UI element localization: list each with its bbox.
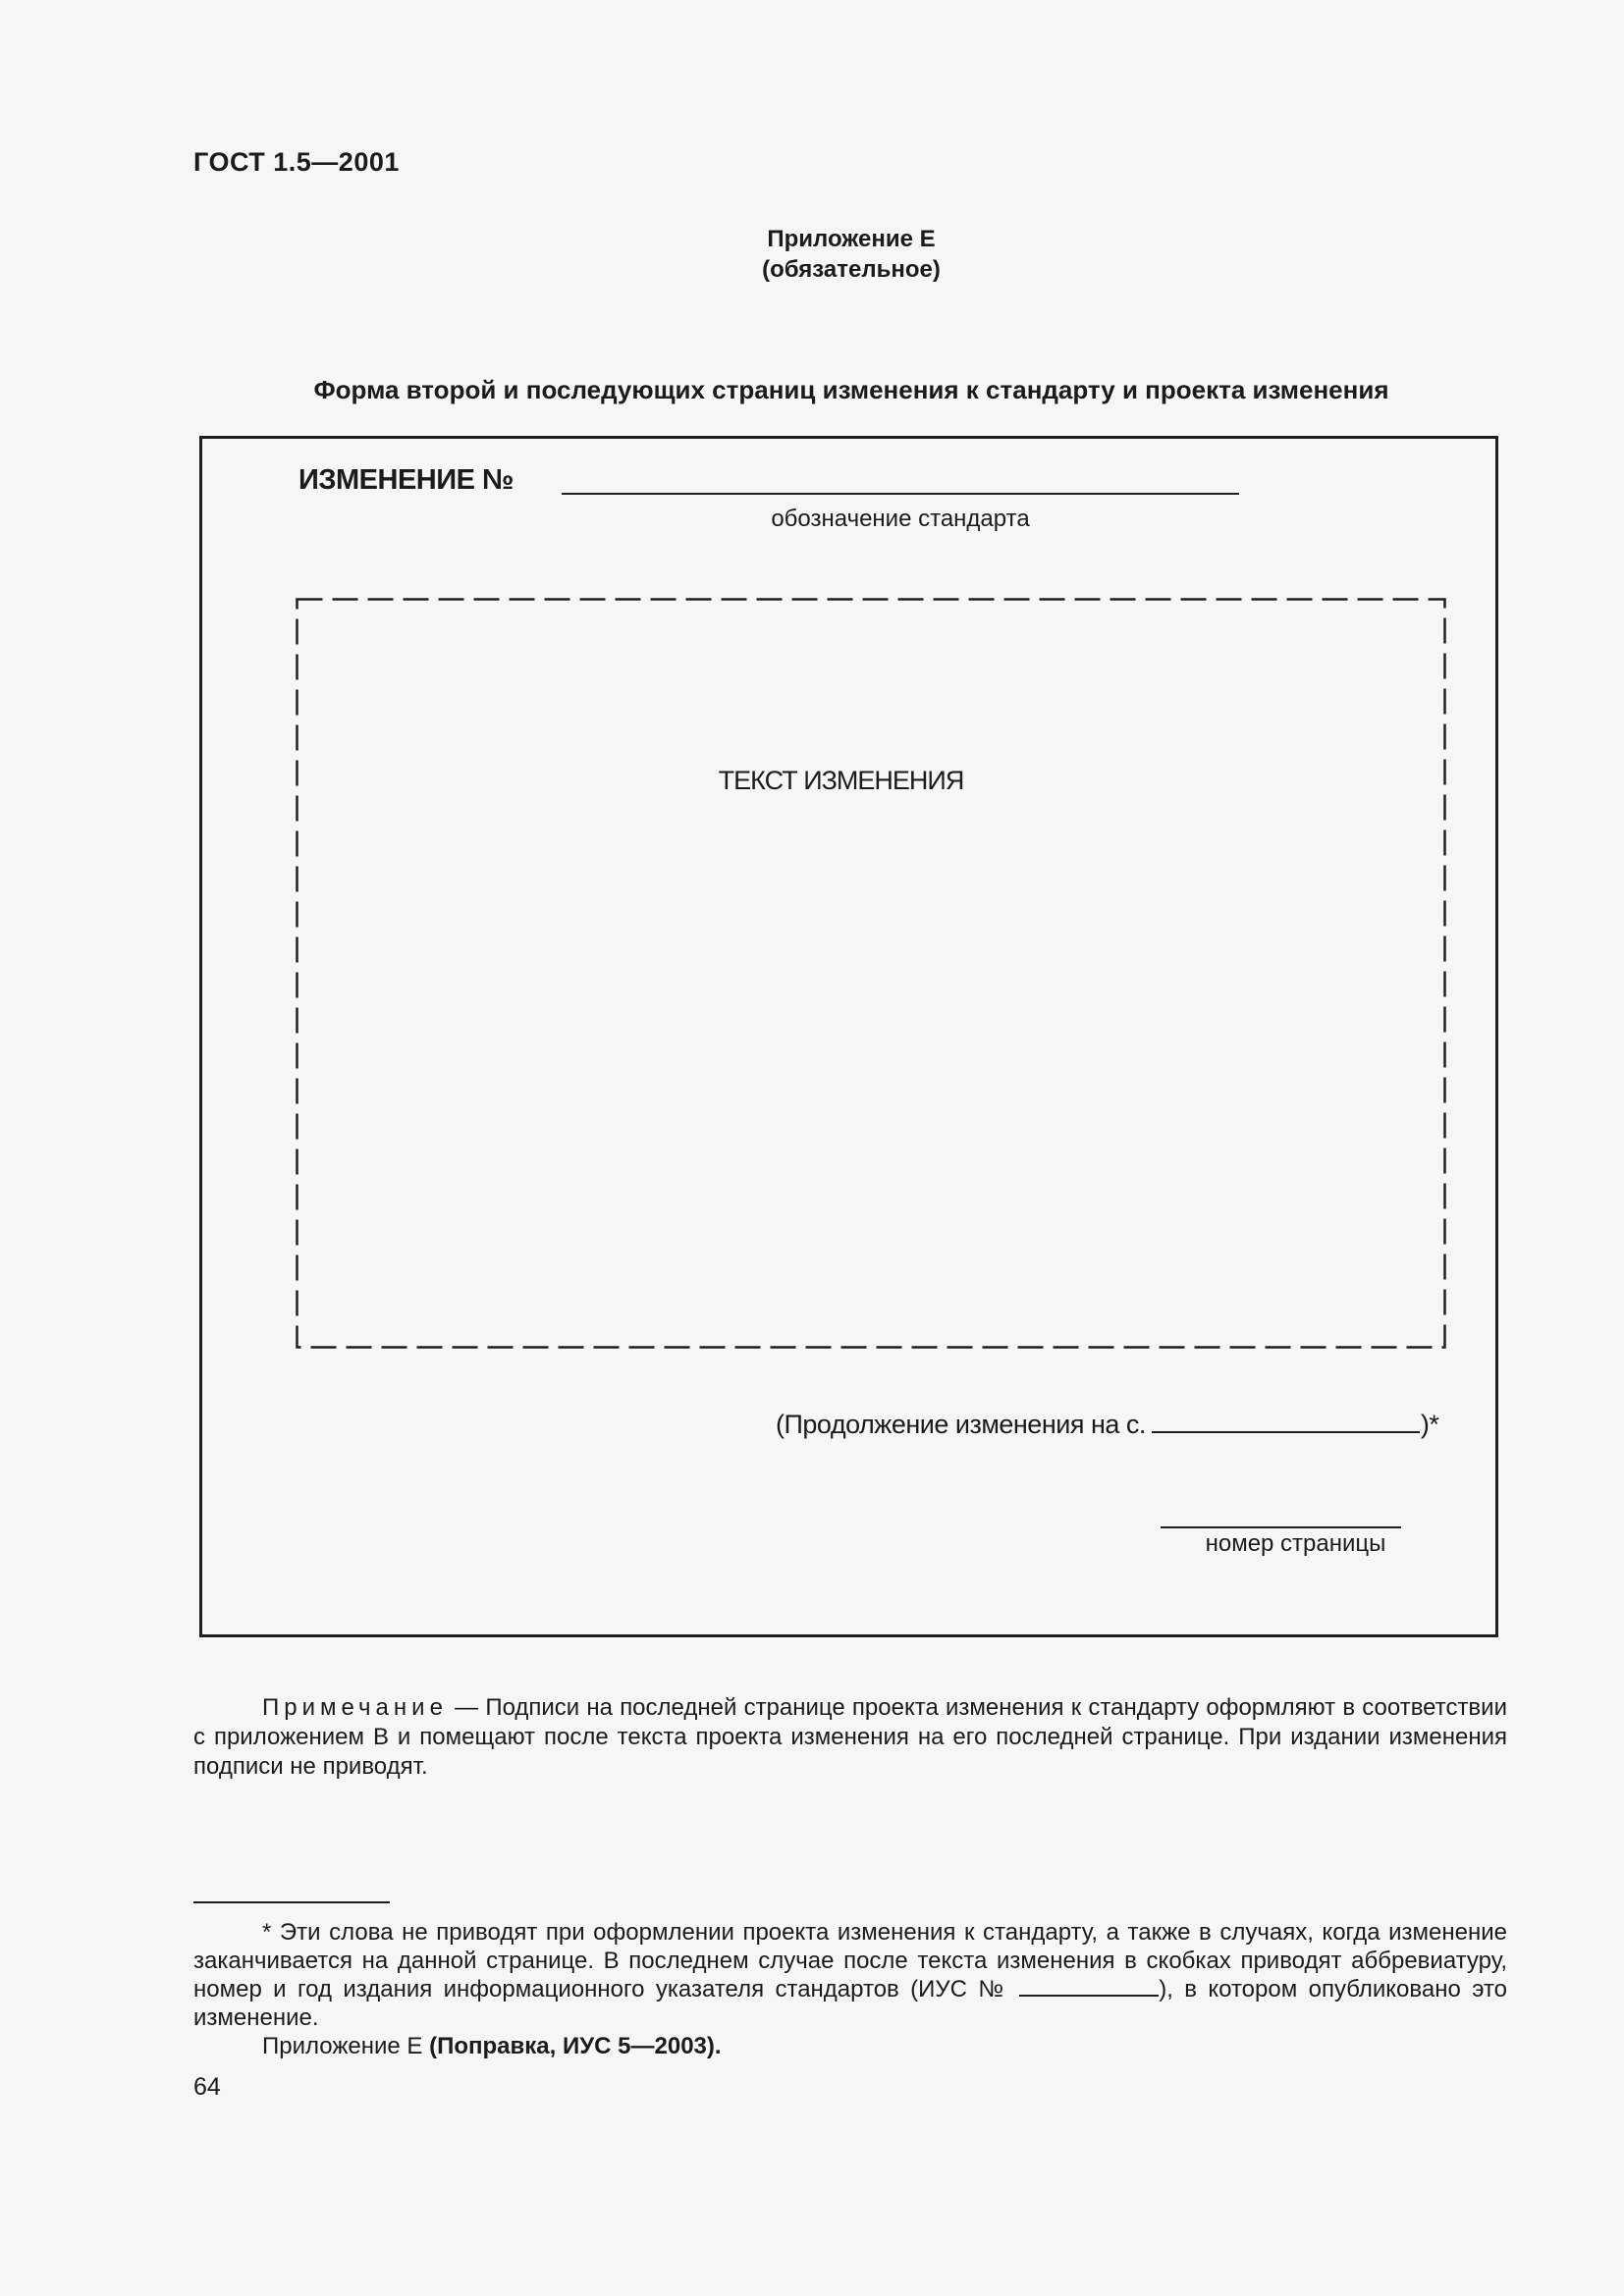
appendix-title: Приложение Е bbox=[767, 226, 936, 252]
change-number-label: ИЗМЕНЕНИЕ № bbox=[298, 464, 514, 496]
note-paragraph bbox=[193, 1693, 1507, 1782]
appendix-status: (обязательное) bbox=[762, 256, 941, 283]
footnote-text-before: * Эти слова не приводят при оформлении проекта изменения к стандарту, а также в случаях, когда изменение заканчивается на данной странице. В последнем случае после текста изменения в скобках приводят аббревиатуру, номер и год издания информационного указателя стандартов (ИУС № bbox=[193, 1919, 1507, 2002]
amendment-note bbox=[262, 2033, 722, 2060]
ius-number-blank bbox=[1019, 1975, 1159, 1997]
standard-designation-caption: обозначение стандарта bbox=[771, 506, 1030, 532]
change-text-dashed-box bbox=[296, 598, 1446, 1349]
continuation-line bbox=[776, 1408, 1438, 1440]
footnote-separator bbox=[193, 1901, 390, 1903]
standard-designation: ГОСТ 1.5—2001 bbox=[193, 147, 400, 177]
amendment-reference: (Поправка, ИУС 5—2003). bbox=[429, 2033, 722, 2059]
continuation-suffix: )* bbox=[1420, 1410, 1439, 1439]
footnote-text-after: ), в котором опубликовано это изменение. bbox=[193, 1976, 1507, 2031]
standard-designation-line bbox=[562, 493, 1239, 495]
form-title: Форма второй и последующих страниц изменения к стандарту и проекта изменения bbox=[313, 375, 1389, 404]
change-text-placeholder: ТЕКСТ ИЗМЕНЕНИЯ bbox=[718, 766, 964, 795]
continuation-page-blank bbox=[1152, 1408, 1420, 1433]
page-number-caption: номер страницы bbox=[1205, 1530, 1386, 1557]
footnote-paragraph bbox=[193, 1918, 1507, 2032]
note-label: Примечание bbox=[262, 1694, 448, 1721]
page-number-line bbox=[1161, 1526, 1401, 1528]
continuation-prefix: (Продолжение изменения на с. bbox=[776, 1410, 1146, 1439]
amendment-prefix: Приложение Е bbox=[262, 2033, 430, 2059]
page-number: 64 bbox=[193, 2073, 221, 2101]
note-text: — Подписи на последней странице проекта изменения к стандарту оформляют в соответствии с приложением В и помещают после текста проекта изменения на его последней странице. При издании изменения подписи не приводят. bbox=[193, 1694, 1507, 1780]
